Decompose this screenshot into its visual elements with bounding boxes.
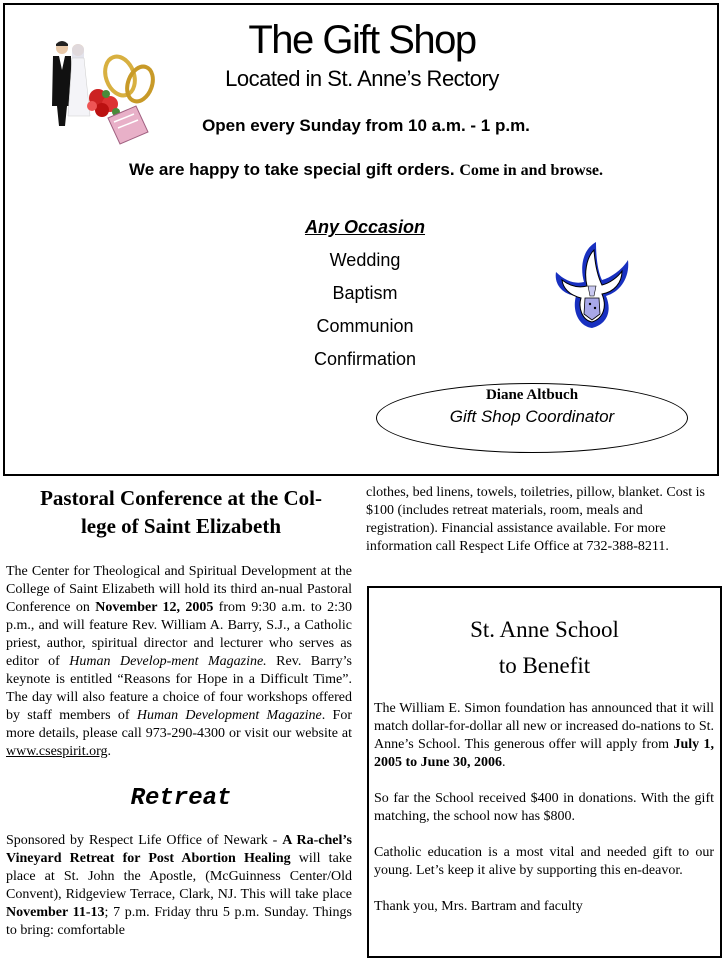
- occasion-item: Communion: [316, 316, 414, 336]
- retreat-title: Retreat: [130, 785, 232, 812]
- school-dates: July 1, 2005 to June 30, 2006: [374, 737, 715, 770]
- school-text: Catholic education is a most vital and needed gift to our young. Let’s keep it alive by supporting this en-deavor.: [374, 845, 714, 878]
- school-title: [367, 612, 722, 684]
- retreat-text: ; 7 p.m. Friday thru 5 p.m. Sunday. Things to bring: comfortable: [6, 905, 353, 938]
- coordinator-role: Gift Shop Coordinator: [449, 407, 615, 426]
- conference-title-line2: lege of Saint Elizabeth: [80, 514, 282, 538]
- occasion-item: Confirmation: [313, 349, 417, 369]
- retreat-event: A Ra-chel’s Vineyard Retreat for Post Abortion Healing: [6, 833, 352, 866]
- conference-title: [8, 484, 354, 540]
- conference-text: Rev. Barry’s keynote is entitled “Reasons for Hope in a Difficult Time”. The day will also feature a choice of four workshops offered by staff members of: [6, 654, 353, 723]
- retreat-continued: [366, 484, 710, 556]
- website-link[interactable]: www.csespirit.org: [6, 744, 108, 759]
- occasion-item: Baptism: [332, 283, 398, 303]
- school-signoff: Thank you, Mrs. Bartram and faculty: [374, 899, 583, 914]
- conference-text: from 9:30 a.m. to 2:30 p.m., and will feature Rev. William A. Barry, S.J., a Catholic priest, author, spiritual director and lecturer who serves as editor of: [6, 600, 352, 669]
- school-title-line2: to Benefit: [498, 653, 591, 678]
- retreat-dates: November 11-13: [6, 905, 105, 920]
- school-body: [374, 700, 714, 934]
- magazine-name: Human Develop-ment Magazine.: [69, 654, 267, 669]
- school-text: So far the School received $400 in donations. With the gift matching, the school now has $800.: [374, 791, 714, 824]
- conference-date: November 12, 2005: [95, 600, 214, 615]
- magazine-name: Human Development Magazine: [136, 708, 322, 723]
- conference-text: The Center for Theological and Spiritual Development at the College of Saint Elizabeth will hold its third an-nual Pastoral Conference on: [6, 564, 352, 615]
- occasion-heading: Any Occasion: [304, 217, 426, 237]
- school-text: The William E. Simon foundation has announced that it will match dollar-for-dollar all new or increased do-nations to St. Anne’s School. This generous offer will apply from: [374, 701, 714, 752]
- gift-shop-orders: [0, 160, 724, 180]
- retreat-text: Sponsored by Respect Life Office of Newark -: [6, 833, 278, 848]
- occasion-item: Wedding: [329, 250, 401, 270]
- school-title-line1: St. Anne School: [470, 617, 619, 642]
- retreat-body: [6, 832, 352, 940]
- retreat-continued-text: clothes, bed linens, towels, toiletries, pillow, blanket. Cost is $100 (includes retreat materials, room, meals and registration). Financial assistance available. For more information call Respect Life Office at 732-388-8211.: [366, 485, 705, 554]
- coordinator-name: Diane Altbuch: [485, 387, 579, 403]
- gift-shop-subtitle: Located in St. Anne’s Rectory: [225, 66, 499, 91]
- gift-shop-title: The Gift Shop: [248, 18, 476, 62]
- dove-icon: [552, 238, 632, 334]
- orders-tail: Come in and browse.: [459, 162, 604, 179]
- conference-body: [6, 563, 352, 761]
- gift-shop-hours: Open every Sunday from 10 a.m. - 1 p.m.: [202, 116, 530, 135]
- retreat-text: will take place at St. John the Apostle, (McGuinness Center/Old Convent), Ridgeview Terrace, Clark, NJ. This will take place: [6, 851, 352, 902]
- conference-title-line1: Pastoral Conference at the Col-: [40, 486, 322, 510]
- conference-text: . For more details, please call 973-290-4300 or visit our website at: [6, 708, 353, 741]
- conference-text: .: [107, 744, 111, 759]
- school-text: .: [501, 755, 506, 770]
- orders-bold: We are happy to take special gift orders.: [128, 160, 455, 179]
